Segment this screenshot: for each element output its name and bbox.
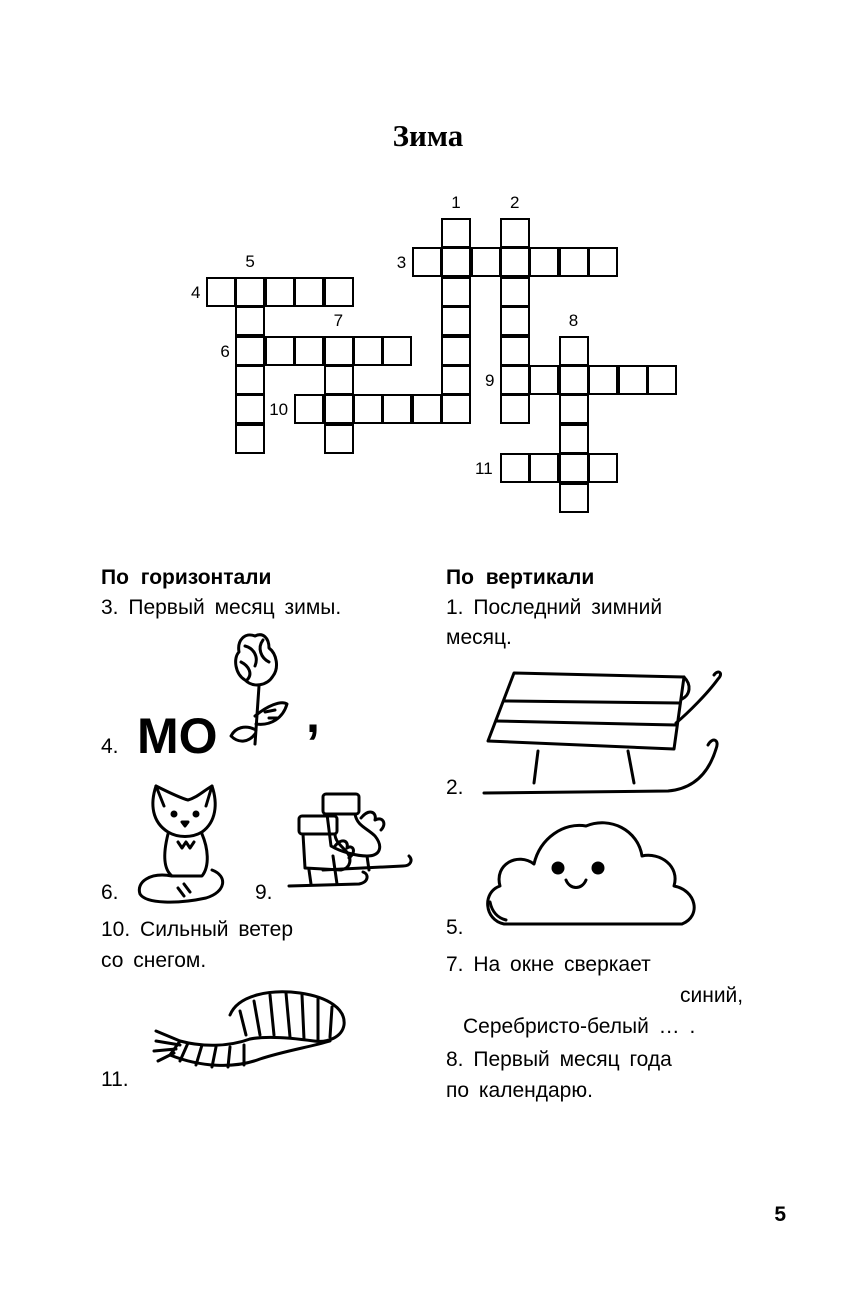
crossword-cell[interactable] — [324, 336, 354, 366]
crossword-cell[interactable] — [206, 277, 236, 307]
cloud-icon — [482, 812, 702, 930]
rose-icon — [215, 626, 295, 751]
crossword-cell[interactable] — [235, 336, 265, 366]
crossword-number-9: 9 — [485, 371, 495, 390]
clue-9-number: 9. — [255, 881, 273, 904]
crossword-number-1: 1 — [451, 193, 461, 212]
clue-4-comma: , — [306, 687, 320, 743]
crossword-cell[interactable] — [324, 394, 354, 424]
crossword-cell[interactable] — [441, 218, 471, 248]
crossword-cell[interactable] — [559, 394, 589, 424]
crossword-cell[interactable] — [559, 336, 589, 366]
clue-8-line1: 8. Первый месяц года — [446, 1048, 672, 1071]
clue-6-number: 6. — [101, 881, 119, 904]
crossword-cell[interactable] — [647, 365, 677, 395]
crossword-cell[interactable] — [382, 336, 412, 366]
clue-4-text: МО — [137, 708, 218, 764]
crossword-cell[interactable] — [235, 424, 265, 454]
crossword-cell[interactable] — [559, 483, 589, 513]
crossword-cell[interactable] — [382, 394, 412, 424]
crossword-cell[interactable] — [294, 336, 324, 366]
crossword-number-6: 6 — [220, 341, 230, 361]
crossword-cell[interactable] — [324, 365, 354, 395]
crossword-cell[interactable] — [441, 247, 471, 277]
clue-10-line2: со снегом. — [101, 949, 207, 972]
crossword-cell[interactable] — [324, 424, 354, 454]
crossword-number-8: 8 — [568, 310, 579, 330]
crossword-cell[interactable] — [441, 306, 471, 336]
crossword-cell[interactable] — [441, 336, 471, 366]
clue-1-line1: 1. Последний зимний — [446, 596, 663, 619]
crossword-cell[interactable] — [294, 394, 324, 424]
crossword-cell[interactable] — [529, 247, 559, 277]
clue-1-line2: месяц. — [446, 626, 512, 649]
clue-7-line3: Серебристо-белый … . — [463, 1015, 696, 1038]
crossword-cell[interactable] — [500, 365, 530, 395]
crossword-cell[interactable] — [559, 365, 589, 395]
sled-icon — [478, 665, 728, 800]
crossword-cell[interactable] — [559, 247, 589, 277]
crossword-cell[interactable] — [353, 394, 383, 424]
crossword-cell[interactable] — [265, 336, 295, 366]
crossword-number-2: 2 — [510, 193, 520, 212]
crossword-cell[interactable] — [500, 336, 530, 366]
crossword-cell[interactable] — [500, 394, 530, 424]
crossword-cell[interactable] — [618, 365, 648, 395]
crossword-cell[interactable] — [500, 306, 530, 336]
crossword-cell[interactable] — [441, 394, 471, 424]
clue-4-number: 4. — [101, 735, 119, 758]
crossword-cell[interactable] — [559, 424, 589, 454]
crossword-cell[interactable] — [529, 365, 559, 395]
crossword-cell[interactable] — [441, 277, 471, 307]
crossword-number-4: 4 — [191, 282, 201, 302]
clue-10-line1: 10. Сильный ветер — [101, 918, 294, 941]
crossword-cell[interactable] — [412, 247, 442, 277]
scarf-icon — [150, 985, 360, 1080]
crossword-cell[interactable] — [588, 247, 618, 277]
crossword-cell[interactable] — [265, 277, 295, 307]
fox-icon — [128, 776, 238, 906]
horizontal-heading: По горизонтали — [101, 566, 272, 589]
clue-7-line1: 7. На окне сверкает — [446, 953, 651, 976]
crossword-grid — [0, 0, 856, 540]
clue-5-number: 5. — [446, 916, 464, 939]
crossword-cell[interactable] — [235, 277, 265, 307]
clue-7-line2: синий, — [680, 984, 744, 1007]
crossword-cell[interactable] — [559, 453, 589, 483]
crossword-cell[interactable] — [235, 306, 265, 336]
crossword-cell[interactable] — [500, 453, 530, 483]
crossword-cell[interactable] — [412, 394, 442, 424]
clue-8-line2: по календарю. — [446, 1079, 593, 1102]
crossword-cell[interactable] — [353, 336, 383, 366]
page-title: Зима — [392, 118, 464, 153]
crossword-cell[interactable] — [500, 218, 530, 248]
skates-icon — [283, 786, 433, 901]
crossword-number-3: 3 — [396, 253, 407, 273]
crossword-cell[interactable] — [235, 365, 265, 395]
crossword-number-11: 11 — [475, 459, 493, 479]
crossword-cell[interactable] — [441, 365, 471, 395]
clue-11-number: 11. — [101, 1068, 129, 1091]
crossword-number-5: 5 — [245, 251, 255, 271]
crossword-cell[interactable] — [588, 453, 618, 483]
crossword-cell[interactable] — [324, 277, 354, 307]
crossword-cell[interactable] — [529, 453, 559, 483]
page-number: 5 — [774, 1203, 786, 1226]
crossword-cell[interactable] — [294, 277, 324, 307]
clue-3: 3. Первый месяц зимы. — [101, 596, 342, 619]
clue-2-number: 2. — [446, 776, 464, 799]
crossword-cell[interactable] — [235, 394, 265, 424]
crossword-cell[interactable] — [588, 365, 618, 395]
crossword-cell[interactable] — [500, 247, 530, 277]
crossword-number-10: 10 — [269, 400, 289, 420]
vertical-heading: По вертикали — [446, 566, 595, 589]
crossword-cell[interactable] — [471, 247, 501, 277]
crossword-number-7: 7 — [333, 310, 344, 330]
crossword-cell[interactable] — [500, 277, 530, 307]
